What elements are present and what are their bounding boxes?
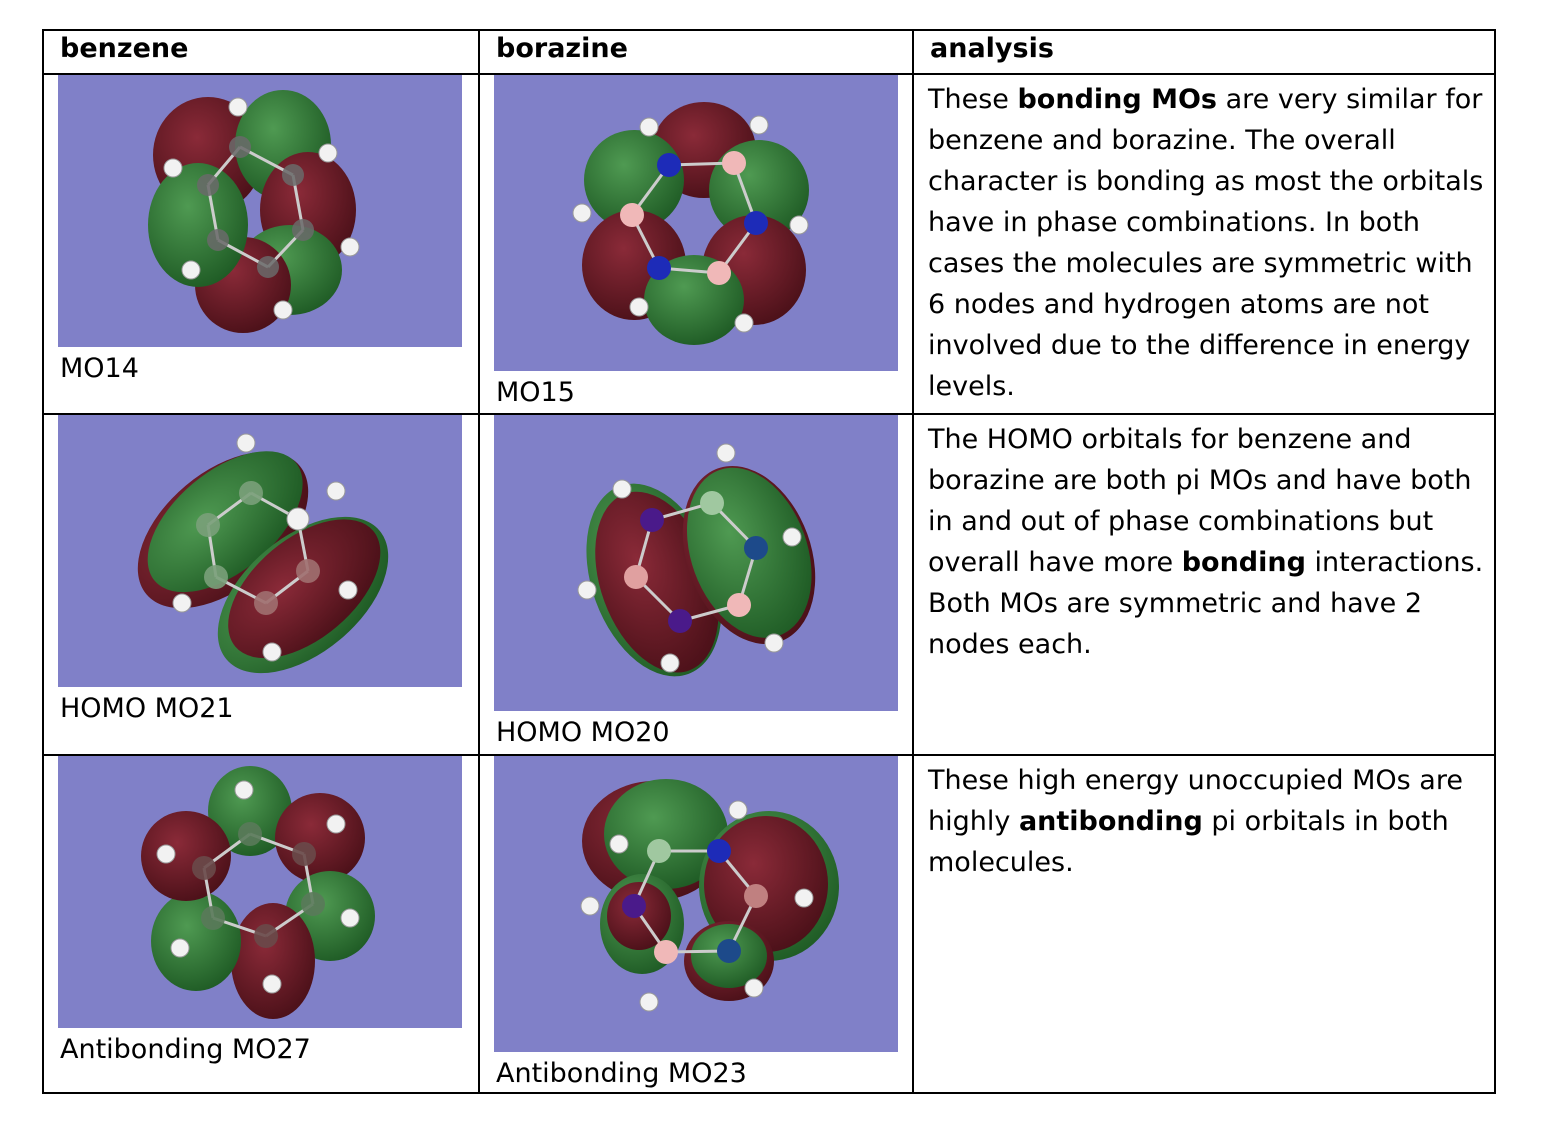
analysis-text (914, 415, 1494, 665)
benzene-caption: MO14 (60, 353, 139, 384)
benzene-orbital-image (58, 415, 462, 687)
analysis-text-part: These high energy unoccupied MOs are highly (928, 765, 1463, 837)
benzene-orbital-image (58, 75, 462, 347)
analysis-text (914, 756, 1494, 883)
header-analysis: analysis (913, 30, 1495, 74)
benzene-caption: HOMO MO21 (60, 693, 234, 724)
analysis-text-part: interactions. Both MOs are symmetric and have 2 nodes each. (928, 547, 1484, 660)
benzene-caption: Antibonding MO27 (60, 1034, 311, 1065)
analysis-text (914, 75, 1494, 407)
analysis-text-part: are very similar for benzene and borazine. The overall character is bonding as most the orbitals have in phase combinations. In both cases the molecules are symmetric with 6 nodes and hydrogen atoms are not involved due to the difference in energy levels. (928, 84, 1484, 402)
benzene-cell (43, 414, 479, 755)
analysis-text-part: pi orbitals in both molecules. (928, 806, 1449, 878)
borazine-cell (479, 74, 913, 414)
borazine-cell (479, 414, 913, 755)
header-benzene: benzene (43, 30, 479, 74)
analysis-text-part: These (928, 84, 1018, 115)
table-row (43, 74, 1495, 414)
benzene-cell (43, 755, 479, 1093)
borazine-orbital-image (494, 75, 898, 371)
table-row (43, 755, 1495, 1093)
benzene-cell (43, 74, 479, 414)
analysis-cell (913, 414, 1495, 755)
table-row (43, 414, 1495, 755)
analysis-text-bold: antibonding (1018, 806, 1203, 837)
borazine-caption: MO15 (496, 377, 575, 408)
borazine-caption: HOMO MO20 (496, 717, 670, 748)
borazine-orbital-image (494, 756, 898, 1052)
analysis-text-bold: bonding (1181, 547, 1306, 578)
mo-comparison-table (42, 29, 1496, 1094)
borazine-caption: Antibonding MO23 (496, 1058, 747, 1089)
header-borazine: borazine (479, 30, 913, 74)
borazine-cell (479, 755, 913, 1093)
benzene-orbital-image (58, 756, 462, 1028)
analysis-text-part: The HOMO orbitals for benzene and borazine are both pi MOs and have both in and out of phase combinations but overall have more (928, 424, 1472, 578)
borazine-orbital-image (494, 415, 898, 711)
header-row (43, 30, 1495, 74)
analysis-text-bold: bonding MOs (1017, 84, 1218, 115)
analysis-cell (913, 74, 1495, 414)
analysis-cell (913, 755, 1495, 1093)
